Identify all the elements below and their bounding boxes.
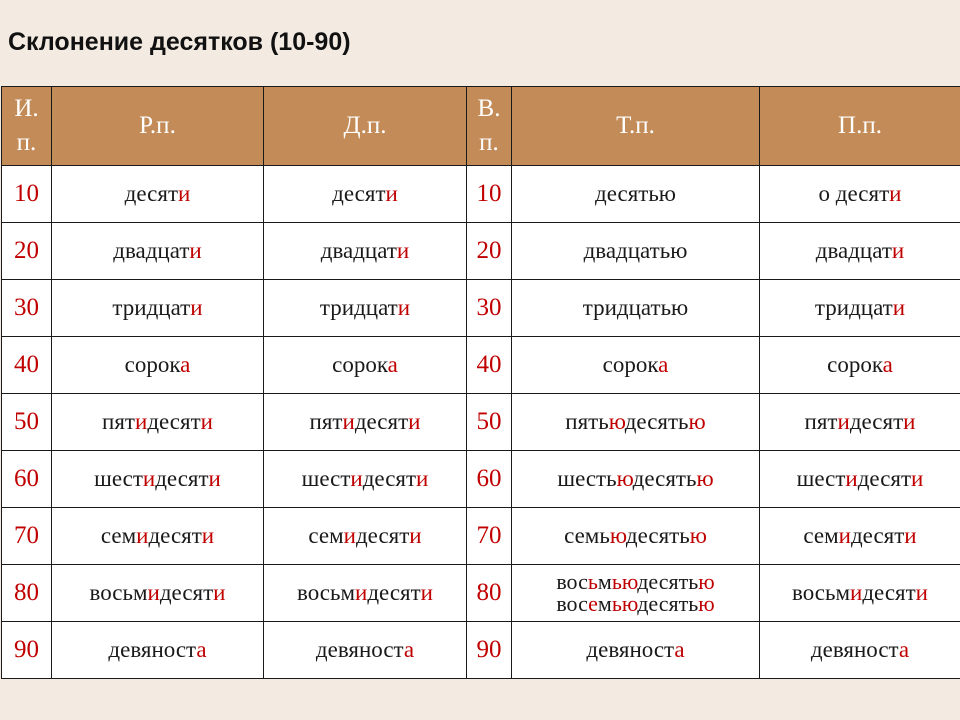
word-stem: десят: [155, 466, 209, 491]
cell-pre: [760, 508, 960, 565]
word-ending: и: [142, 466, 156, 491]
cell-ins: [512, 565, 760, 622]
word-ending: и: [845, 466, 858, 491]
cell-pre: [760, 622, 960, 679]
cell-acc: 50: [467, 394, 512, 451]
word-stem: десят: [367, 580, 421, 605]
word-stem: восьм: [89, 580, 148, 605]
cell-pre: [760, 166, 960, 223]
cell-gen: [52, 337, 264, 394]
word-ending: и: [892, 295, 906, 320]
table-row: [2, 223, 960, 280]
cell-acc: 20: [467, 223, 512, 280]
cell-acc: 70: [467, 508, 512, 565]
word-stem: десят: [857, 466, 912, 491]
word-stem: десят: [124, 181, 178, 206]
word-stem: десят: [148, 523, 202, 548]
word-stem: двадцатью: [583, 238, 688, 263]
word-stem: шест: [94, 466, 143, 491]
word-stem: двадцат: [113, 238, 190, 263]
word-stem: десят: [355, 523, 410, 548]
word-stem: сем: [100, 523, 137, 548]
cell-dat: [264, 565, 467, 622]
word-ending: и: [178, 181, 191, 206]
word-stem: восьм: [297, 580, 356, 605]
word-stem: девяност: [315, 637, 404, 662]
cell-acc: 30: [467, 280, 512, 337]
word-stem: пят: [309, 409, 343, 434]
cell-acc: 90: [467, 622, 512, 679]
cell-dat: [264, 280, 467, 337]
word-ending: а: [387, 352, 398, 377]
word-ending: ю: [616, 466, 633, 491]
word-ending: а: [898, 637, 910, 662]
word-ending: и: [397, 295, 411, 320]
word-stem: двадцат: [320, 238, 397, 263]
word-stem: десят: [159, 580, 214, 605]
cell-nom: 60: [2, 451, 52, 508]
cell-dat: [264, 223, 467, 280]
word-stem: сорок: [124, 352, 181, 377]
word-stem: десять: [624, 409, 689, 434]
word-ending: и: [891, 238, 905, 263]
word-ending: а: [674, 637, 685, 662]
word-ending: и: [903, 409, 916, 434]
word-stem: десять: [625, 523, 690, 548]
cell-nom: 20: [2, 223, 52, 280]
cell-gen: [52, 166, 264, 223]
cell-acc: 40: [467, 337, 512, 394]
cell-pre: [760, 223, 960, 280]
word-stem: девяност: [108, 637, 197, 662]
variant-line: [512, 593, 759, 615]
cell-ins: [512, 166, 760, 223]
word-ending: ю: [608, 409, 625, 434]
cell-ins: [512, 337, 760, 394]
cell-gen: [52, 565, 264, 622]
word-stem: тридцат: [319, 295, 398, 320]
cell-dat: [264, 451, 467, 508]
header-nominative-line1: И.: [14, 95, 39, 123]
word-ending: ю: [698, 569, 715, 594]
word-ending: ю: [696, 466, 714, 491]
word-ending: и: [135, 409, 148, 434]
word-ending: и: [837, 409, 850, 434]
table-row: [2, 565, 960, 622]
cell-ins: [512, 622, 760, 679]
cell-dat: [264, 508, 467, 565]
table-row: [2, 166, 960, 223]
cell-acc: 80: [467, 565, 512, 622]
word-stem: тридцат: [814, 295, 893, 320]
word-ending: и: [396, 238, 410, 263]
word-ending: ью: [611, 569, 638, 594]
word-ending: и: [385, 181, 398, 206]
word-stem: девяност: [586, 637, 675, 662]
word-stem: о десят: [818, 181, 890, 206]
word-ending: и: [350, 466, 363, 491]
cell-acc: 60: [467, 451, 512, 508]
cell-dat: [264, 622, 467, 679]
cell-nom: 90: [2, 622, 52, 679]
table-row: [2, 280, 960, 337]
table-row: [2, 508, 960, 565]
word-stem: десят: [362, 466, 417, 491]
word-ending: а: [196, 637, 207, 662]
word-stem: десять: [637, 591, 699, 616]
word-ending: ю: [689, 523, 707, 548]
cell-nom: 50: [2, 394, 52, 451]
cell-nom: 80: [2, 565, 52, 622]
header-accusative-line2: п.: [479, 129, 499, 156]
cell-ins: [512, 394, 760, 451]
word-stem: девяност: [810, 637, 899, 662]
word-ending: и: [201, 523, 215, 548]
word-stem: пят: [804, 409, 838, 434]
word-stem: двадцат: [815, 238, 892, 263]
cell-gen: [52, 280, 264, 337]
word-ending: и: [889, 181, 902, 206]
cell-ins: [512, 280, 760, 337]
cell-dat: [264, 394, 467, 451]
word-ending: и: [915, 580, 928, 605]
cell-pre: [760, 565, 960, 622]
table-row: [2, 622, 960, 679]
word-stem: восьм: [792, 580, 851, 605]
cell-ins: [512, 508, 760, 565]
word-stem: десят: [147, 409, 201, 434]
header-accusative: [467, 87, 512, 166]
header-dative: Д.п.: [264, 87, 467, 166]
word-ending: ю: [688, 409, 706, 434]
word-stem: шест: [301, 466, 351, 491]
word-stem: десят: [850, 523, 905, 548]
word-stem: м: [597, 591, 612, 616]
header-row: [2, 87, 960, 166]
cell-gen: [52, 223, 264, 280]
cell-pre: [760, 280, 960, 337]
cell-pre: [760, 451, 960, 508]
cell-dat: [264, 337, 467, 394]
cell-acc: 10: [467, 166, 512, 223]
table-row: [2, 451, 960, 508]
header-accusative-line1: В.: [477, 95, 501, 123]
word-ending: е: [588, 591, 598, 616]
header-nominative: [2, 87, 52, 166]
word-stem: десят: [332, 181, 386, 206]
word-stem: десять: [632, 466, 697, 491]
word-ending: а: [403, 637, 415, 662]
word-ending: а: [658, 352, 669, 377]
word-ending: и: [190, 295, 203, 320]
word-ending: и: [416, 466, 429, 491]
word-stem: шесть: [557, 466, 617, 491]
word-stem: шест: [796, 466, 846, 491]
cell-ins: [512, 223, 760, 280]
word-ending: ю: [698, 591, 715, 616]
cell-gen: [52, 394, 264, 451]
word-stem: м: [597, 569, 612, 594]
cell-pre: [760, 394, 960, 451]
word-stem: десят: [849, 409, 904, 434]
word-stem: десят: [354, 409, 409, 434]
word-ending: а: [882, 352, 893, 377]
table-row: [2, 337, 960, 394]
word-ending: и: [409, 523, 422, 548]
word-stem: сорок: [332, 352, 388, 377]
cell-nom: 30: [2, 280, 52, 337]
word-ending: и: [343, 523, 356, 548]
word-ending: и: [189, 238, 202, 263]
word-ending: и: [200, 409, 213, 434]
word-ending: и: [342, 409, 355, 434]
word-stem: сем: [308, 523, 344, 548]
variant-line: [512, 571, 759, 593]
word-ending: и: [911, 466, 924, 491]
word-ending: и: [147, 580, 160, 605]
word-ending: и: [838, 523, 851, 548]
header-prepositional: П.п.: [760, 87, 960, 166]
cell-gen: [52, 451, 264, 508]
word-ending: и: [355, 580, 368, 605]
cell-dat: [264, 166, 467, 223]
header-genitive: Р.п.: [52, 87, 264, 166]
word-stem: семь: [564, 523, 610, 548]
table-row: [2, 394, 960, 451]
cell-gen: [52, 622, 264, 679]
header-nominative-line2: п.: [16, 129, 37, 156]
word-stem: вос: [556, 569, 588, 594]
word-ending: и: [420, 580, 433, 605]
word-stem: тридцат: [112, 295, 191, 320]
word-stem: десять: [637, 569, 699, 594]
cell-gen: [52, 508, 264, 565]
word-ending: и: [408, 409, 421, 434]
word-stem: сем: [803, 523, 839, 548]
cell-pre: [760, 337, 960, 394]
cell-nom: 40: [2, 337, 52, 394]
page-title: Склонение десятков (10-90): [8, 28, 351, 56]
word-ending: и: [213, 580, 226, 605]
word-ending: и: [850, 580, 863, 605]
word-stem: сорок: [827, 352, 883, 377]
cell-ins: [512, 451, 760, 508]
word-stem: сорок: [602, 352, 659, 377]
declension-table: [1, 86, 960, 679]
cell-nom: 70: [2, 508, 52, 565]
word-stem: пят: [102, 409, 135, 434]
word-stem: десятью: [595, 181, 676, 206]
word-stem: десят: [862, 580, 916, 605]
word-ending: и: [136, 523, 149, 548]
word-stem: вос: [556, 591, 589, 616]
word-ending: а: [180, 352, 191, 377]
word-stem: тридцатью: [582, 295, 689, 320]
header-instrumental: Т.п.: [512, 87, 760, 166]
cell-nom: 10: [2, 166, 52, 223]
word-ending: ю: [609, 523, 626, 548]
word-stem: пять: [565, 409, 609, 434]
word-ending: и: [904, 523, 917, 548]
word-ending: и: [208, 466, 221, 491]
word-ending: ью: [611, 591, 638, 616]
word-ending: ь: [587, 569, 598, 594]
